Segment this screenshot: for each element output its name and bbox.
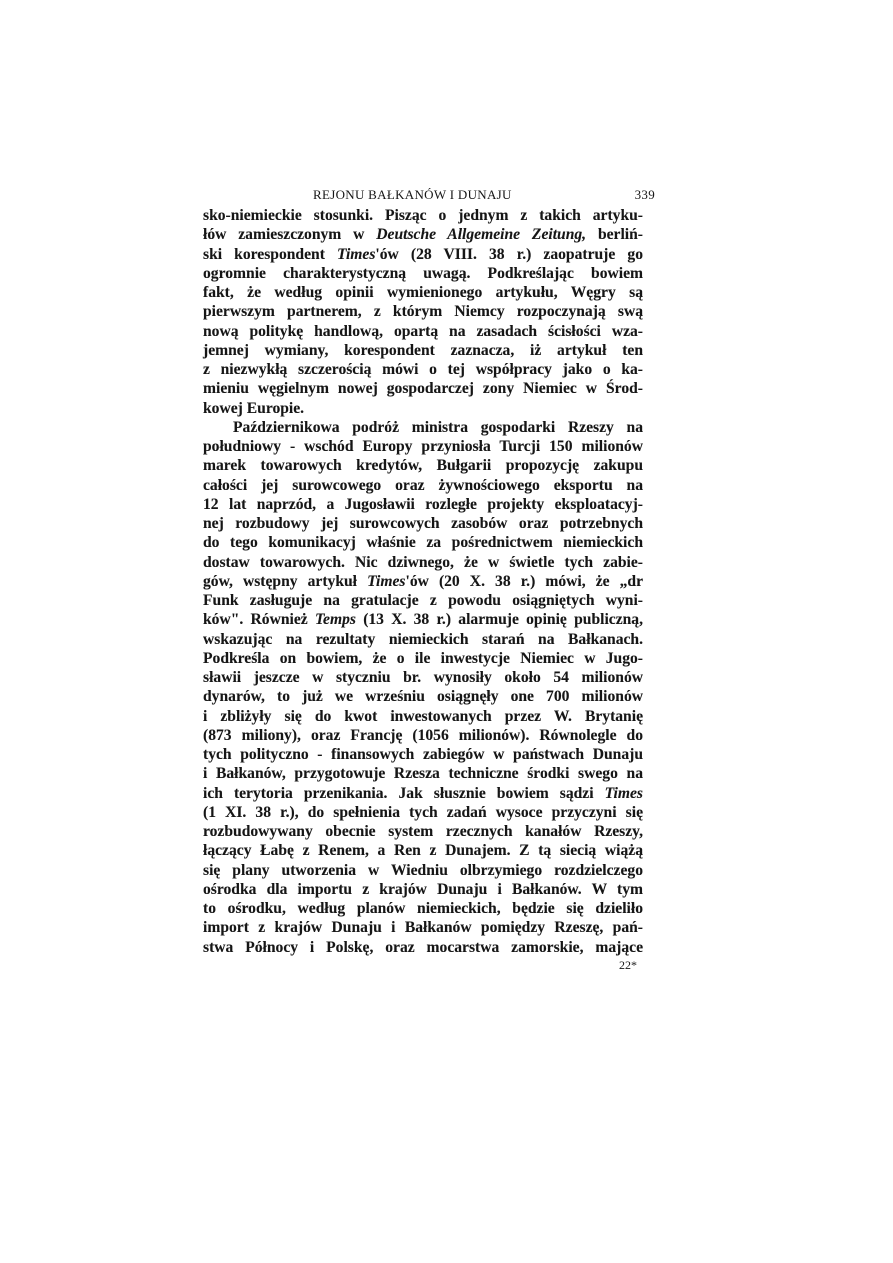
- text-segment: rozbudowywany obecnie system rzecznych kanałów Rzeszy,: [203, 823, 643, 840]
- text-segment: tych polityczno - finansowych zabiegów w państwach Dunaju: [203, 746, 643, 763]
- text-segment: jemnej wymiany, korespondent zaznacza, iż artykuł ten: [203, 341, 643, 359]
- text-line: [203, 379, 643, 398]
- text-line: [203, 302, 643, 321]
- body-text: [203, 206, 643, 957]
- italic-title: Deutsche Allgemeine Zeitung,: [376, 226, 587, 244]
- text-segment: z niezwykłą szczerością mówi o tej współpracy jako o ka-: [203, 361, 643, 378]
- text-line: [203, 341, 643, 360]
- text-segment: ogromnie charakterystyczną uwagą. Podkreślając bowiem: [203, 264, 643, 282]
- text-segment: dostaw towarowych. Nic dziwnego, że w świetle tych zabie-: [203, 553, 643, 571]
- text-segment: i zbliżyły się do kwot inwestowanych przez W. Brytanię: [203, 707, 643, 725]
- text-line: [203, 610, 643, 629]
- text-line: [203, 399, 643, 418]
- text-line: [203, 572, 643, 591]
- text-line: [203, 630, 643, 649]
- italic-title: Times: [604, 784, 643, 802]
- text-line: [203, 206, 643, 225]
- text-line: [203, 899, 643, 918]
- running-title: REJONU BAŁKANÓW I DUNAJU: [313, 187, 512, 202]
- text-line: [203, 437, 643, 456]
- text-segment: sławii jeszcze w styczniu br. wynosiły około 54 milionów: [203, 669, 643, 686]
- text-segment: marek towarowych kredytów, Bułgarii propozycję zakupu: [203, 457, 643, 475]
- text-segment: 'ów (28 VIII. 38 r.) zaopatruje go: [375, 245, 643, 263]
- italic-title: Times: [367, 572, 406, 590]
- text-line: [203, 861, 643, 880]
- text-line: [203, 841, 643, 860]
- text-segment: 'ów (20 X. 38 r.) mówi, że „dr: [405, 572, 643, 590]
- text-segment: fakt, że według opinii wymienionego artykułu, Węgry są: [203, 284, 643, 301]
- text-line: [203, 360, 643, 379]
- text-segment: się plany utworzenia w Wiedniu olbrzymiego rozdzielczego: [203, 861, 643, 879]
- text-line: [203, 514, 643, 533]
- text-segment: sko-niemieckie stosunki. Pisząc o jednym z takich artyku-: [203, 207, 643, 224]
- text-segment: nową politykę handlową, opartą na zasadach ścisłości wza-: [203, 322, 643, 340]
- text-line: [203, 668, 643, 687]
- text-line: [203, 283, 643, 302]
- text-segment: pierwszym partnerem, z którym Niemcy rozpoczynają swą: [203, 303, 643, 321]
- text-segment: Październikowa podróż ministra gospodarki Rzeszy na: [233, 418, 643, 436]
- text-line: [203, 591, 643, 610]
- text-line: [203, 322, 643, 341]
- text-line: [203, 418, 643, 437]
- text-segment: berliń-: [586, 226, 643, 244]
- running-header: [203, 187, 655, 207]
- text-segment: łączący Łabę z Renem, a Ren z Dunajem. Z tą siecią wiążą: [203, 842, 643, 860]
- text-line: [203, 880, 643, 899]
- text-segment: do tego komunikacyj właśnie za pośrednictwem niemieckich: [203, 534, 643, 552]
- text-segment: ski korespondent: [203, 245, 337, 263]
- text-segment: Podkreśla on bowiem, że o ile inwestycje Niemiec w Jugo-: [203, 649, 643, 667]
- text-segment: stwa Północy i Polskę, oraz mocarstwa zamorskie, mające: [203, 938, 643, 956]
- text-segment: ośrodka dla importu z krajów Dunaju i Bałkanów. W tym: [203, 880, 643, 898]
- text-segment: (13 X. 38 r.) alarmuje opinię publiczną,: [355, 611, 643, 629]
- text-line: [203, 784, 643, 803]
- text-segment: kowej Europie.: [203, 399, 305, 417]
- text-line: [203, 245, 643, 264]
- text-line: [203, 803, 643, 822]
- text-line: [203, 745, 643, 764]
- text-line: [203, 495, 643, 514]
- text-segment: dynarów, to już we wrześniu osiągnęły one 700 milionów: [203, 688, 643, 706]
- text-line: [203, 918, 643, 937]
- text-segment: całości jej surowcowego oraz żywnościowego eksportu na: [203, 476, 643, 494]
- text-segment: ków". Również: [203, 611, 315, 629]
- text-line: [203, 476, 643, 495]
- text-segment: (1 XI. 38 r.), do spełnienia tych zadań wysoce przyczyni się: [203, 803, 643, 821]
- text-line: [203, 764, 643, 783]
- text-line: [203, 553, 643, 572]
- text-line: [203, 649, 643, 668]
- printer-signature: 22*: [619, 958, 637, 972]
- text-line: [203, 456, 643, 475]
- text-segment: południowy - wschód Europy przyniosła Turcji 150 milionów: [203, 438, 643, 455]
- text-segment: (873 miliony), oraz Francję (1056 milionów). Równolegle do: [203, 726, 643, 744]
- text-line: [203, 822, 643, 841]
- text-segment: gów, wstępny artykuł: [203, 572, 368, 590]
- text-segment: mieniu węgielnym nowej gospodarczej zony Niemiec w Środ-: [203, 380, 643, 398]
- text-segment: wskazując na rezultaty niemieckich starań na Bałkanach.: [203, 630, 643, 648]
- text-line: [203, 264, 643, 283]
- text-line: [203, 726, 643, 745]
- text-line: [203, 533, 643, 552]
- text-segment: 12 lat naprzód, a Jugosławii rozległe projekty eksploatacyj-: [203, 495, 643, 513]
- italic-title: Temps: [314, 611, 356, 629]
- text-segment: import z krajów Dunaju i Bałkanów pomiędzy Rzeszę, pań-: [203, 919, 643, 937]
- page-number: 339: [634, 187, 655, 202]
- text-segment: i Bałkanów, przygotowuje Rzesza techniczne środki swego na: [203, 765, 643, 783]
- italic-title: Times: [337, 245, 376, 263]
- text-line: [203, 225, 643, 244]
- text-line: [203, 687, 643, 706]
- text-line: [203, 707, 643, 726]
- text-segment: to ośrodku, według planów niemieckich, będzie się dzieliło: [203, 900, 643, 917]
- text-segment: łów zamieszczonym w: [203, 226, 377, 244]
- text-segment: nej rozbudowy jej surowcowych zasobów oraz potrzebnych: [203, 515, 643, 532]
- text-segment: Funk zasługuje na gratulacje z powodu osiągniętych wyni-: [203, 592, 643, 609]
- text-segment: ich terytoria przenikania. Jak słusznie bowiem sądzi: [203, 784, 605, 802]
- text-line: [203, 938, 643, 957]
